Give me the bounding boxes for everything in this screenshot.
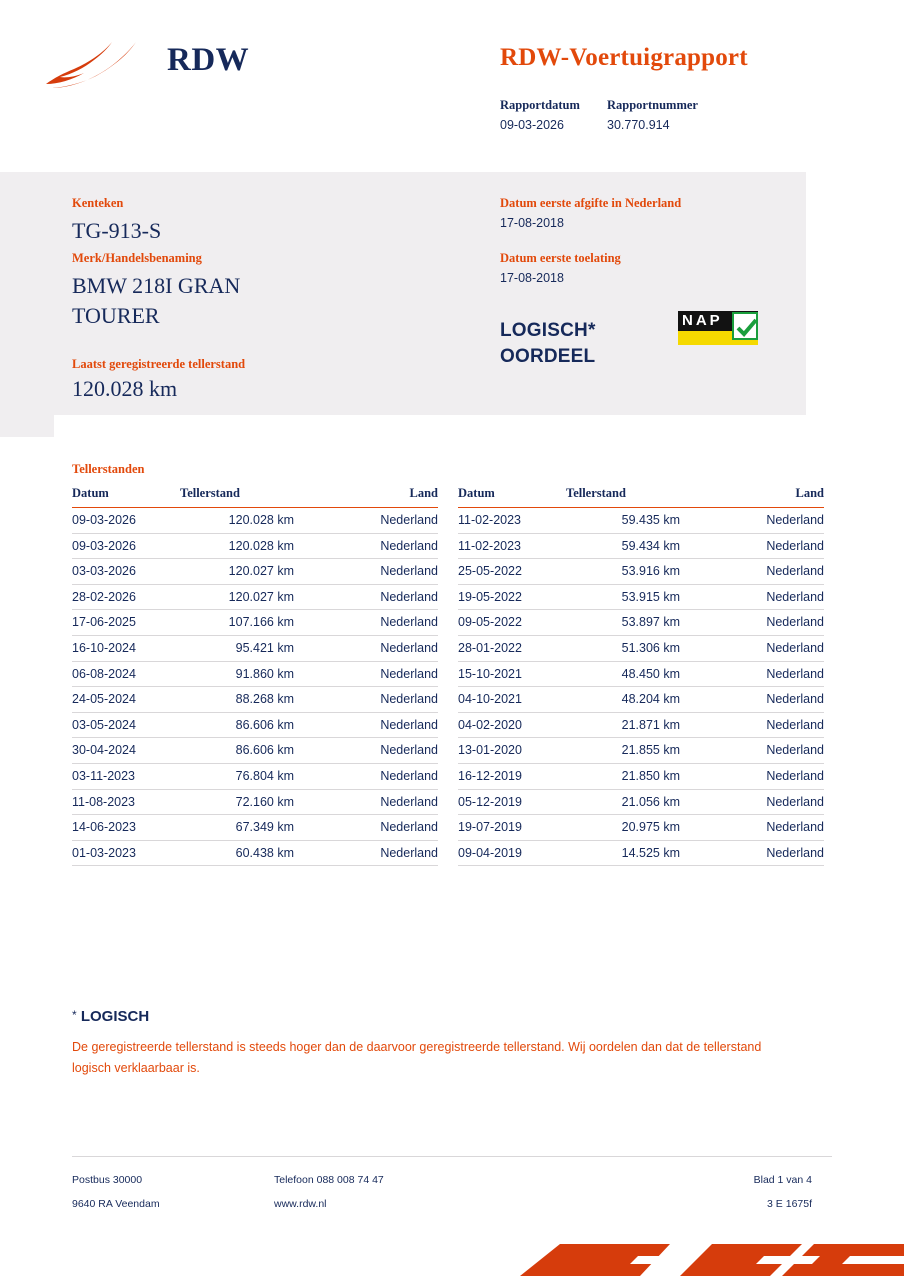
table-row bbox=[72, 738, 438, 764]
report-date-value: 09-03-2026 bbox=[500, 118, 564, 132]
cell-date: 15-10-2021 bbox=[458, 666, 522, 681]
cell-country: Nederland bbox=[766, 743, 824, 758]
table-row bbox=[458, 559, 824, 585]
cell-odometer: 67.349 km bbox=[235, 820, 294, 835]
cell-country: Nederland bbox=[380, 513, 438, 527]
cell-date: 03-05-2024 bbox=[72, 717, 136, 732]
cell-odometer: 120.028 km bbox=[228, 538, 294, 553]
legend-marker: * bbox=[72, 1008, 77, 1022]
cell-odometer: 59.434 km bbox=[621, 538, 680, 553]
table-row bbox=[458, 841, 824, 867]
cell-country: Nederland bbox=[766, 538, 824, 553]
nap-badge-text: NAP bbox=[678, 311, 758, 331]
panel-notch bbox=[0, 415, 54, 437]
legend-text: De geregistreerde tellerstand is steeds hoger dan de daarvoor geregistreerde tellerstand. Wij oordelen dan dat de tellerstand logisch verklaarbaar is. bbox=[72, 1040, 762, 1075]
page-title: RDW-Voertuigrapport bbox=[500, 44, 748, 71]
col-header-odometer: Tellerstand bbox=[180, 486, 240, 500]
table-row bbox=[72, 534, 438, 560]
cell-country: Nederland bbox=[766, 513, 824, 527]
cell-odometer: 60.438 km bbox=[235, 845, 294, 860]
cell-odometer: 72.160 km bbox=[235, 794, 294, 809]
verdict-text bbox=[500, 318, 596, 370]
table-row bbox=[72, 713, 438, 739]
cell-date: 03-03-2026 bbox=[72, 564, 136, 579]
cell-odometer: 76.804 km bbox=[235, 768, 294, 783]
footer-divider bbox=[72, 1156, 832, 1157]
cell-odometer: 95.421 km bbox=[235, 640, 294, 655]
table-row bbox=[72, 687, 438, 713]
rdw-footer-graphic-icon bbox=[520, 1234, 904, 1280]
cell-country: Nederland bbox=[380, 717, 438, 732]
cell-odometer: 120.027 km bbox=[228, 589, 294, 604]
cell-country: Nederland bbox=[380, 845, 438, 860]
table-row bbox=[458, 764, 824, 790]
cell-country: Nederland bbox=[380, 820, 438, 835]
report-number-block bbox=[607, 98, 807, 132]
col-header-date: Datum bbox=[72, 486, 109, 500]
table-row bbox=[458, 585, 824, 611]
cell-odometer: 21.056 km bbox=[621, 794, 680, 809]
col-header-country: Land bbox=[795, 486, 824, 500]
cell-country: Nederland bbox=[380, 794, 438, 809]
cell-country: Nederland bbox=[766, 615, 824, 630]
kenteken-value: TG-913-S bbox=[72, 218, 162, 243]
cell-odometer: 53.916 km bbox=[621, 564, 680, 579]
table-row bbox=[458, 662, 824, 688]
cell-date: 04-02-2020 bbox=[458, 717, 522, 732]
verdict-line-2: OORDEEL bbox=[500, 346, 596, 367]
table-row bbox=[458, 636, 824, 662]
cell-date: 11-02-2023 bbox=[458, 513, 522, 527]
table-row bbox=[72, 636, 438, 662]
table-row bbox=[458, 508, 824, 534]
cell-odometer: 91.860 km bbox=[235, 666, 294, 681]
report-date-block bbox=[500, 98, 605, 132]
table-row bbox=[458, 738, 824, 764]
table-row bbox=[458, 610, 824, 636]
footer-form-code: 3 E 1675f bbox=[767, 1198, 812, 1210]
cell-country: Nederland bbox=[766, 794, 824, 809]
eerste-toelating-label: Datum eerste toelating bbox=[500, 251, 621, 265]
cell-date: 03-11-2023 bbox=[72, 768, 136, 783]
cell-date: 05-12-2019 bbox=[458, 794, 522, 809]
cell-odometer: 59.435 km bbox=[621, 513, 680, 527]
cell-country: Nederland bbox=[766, 768, 824, 783]
table-row bbox=[72, 585, 438, 611]
merk-value: BMW 218I GRAN TOURER bbox=[72, 273, 241, 328]
table-row bbox=[458, 815, 824, 841]
cell-date: 09-04-2019 bbox=[458, 845, 522, 860]
cell-odometer: 53.897 km bbox=[621, 615, 680, 630]
table-row bbox=[458, 687, 824, 713]
legend-title-text: LOGISCH bbox=[80, 1008, 150, 1025]
footer-postbus: Postbus 30000 bbox=[72, 1174, 143, 1186]
cell-odometer: 21.855 km bbox=[621, 743, 680, 758]
cell-odometer: 86.606 km bbox=[235, 717, 294, 732]
cell-country: Nederland bbox=[380, 743, 438, 758]
rdw-logo-text: RDW bbox=[167, 42, 250, 78]
cell-date: 19-05-2022 bbox=[458, 589, 522, 604]
kenteken-label: Kenteken bbox=[72, 196, 124, 210]
table-row bbox=[72, 508, 438, 534]
col-header-odometer: Tellerstand bbox=[566, 486, 626, 500]
footer-city: 9640 RA Veendam bbox=[72, 1198, 160, 1210]
cell-country: Nederland bbox=[380, 666, 438, 681]
cell-date: 09-03-2026 bbox=[72, 513, 136, 527]
cell-odometer: 48.204 km bbox=[621, 692, 680, 707]
table-row bbox=[458, 790, 824, 816]
cell-odometer: 14.525 km bbox=[621, 845, 680, 860]
table-row bbox=[458, 534, 824, 560]
table-row bbox=[72, 790, 438, 816]
legend-title bbox=[72, 1008, 772, 1025]
cell-odometer: 88.268 km bbox=[235, 692, 294, 707]
cell-date: 17-06-2025 bbox=[72, 615, 136, 630]
cell-odometer: 120.027 km bbox=[228, 564, 294, 579]
laatste-tellerstand-label: Laatst geregistreerde tellerstand bbox=[72, 357, 246, 371]
cell-date: 09-03-2026 bbox=[72, 538, 136, 553]
col-header-date: Datum bbox=[458, 486, 495, 500]
cell-date: 25-05-2022 bbox=[458, 564, 522, 579]
cell-date: 14-06-2023 bbox=[72, 820, 136, 835]
cell-odometer: 86.606 km bbox=[235, 743, 294, 758]
table-row bbox=[72, 662, 438, 688]
cell-date: 30-04-2024 bbox=[72, 743, 136, 758]
table-row bbox=[72, 610, 438, 636]
cell-country: Nederland bbox=[766, 564, 824, 579]
cell-odometer: 20.975 km bbox=[621, 820, 680, 835]
cell-country: Nederland bbox=[380, 589, 438, 604]
cell-odometer: 51.306 km bbox=[621, 640, 680, 655]
cell-date: 04-10-2021 bbox=[458, 692, 522, 707]
odometer-table-left bbox=[72, 486, 438, 866]
cell-date: 13-01-2020 bbox=[458, 743, 522, 758]
eerste-afgifte-label: Datum eerste afgifte in Nederland bbox=[500, 196, 682, 210]
nap-badge bbox=[678, 311, 758, 345]
rdw-logo bbox=[44, 36, 304, 98]
table-row bbox=[72, 559, 438, 585]
footer-page-number: Blad 1 van 4 bbox=[753, 1174, 812, 1186]
cell-country: Nederland bbox=[766, 845, 824, 860]
cell-odometer: 21.871 km bbox=[621, 717, 680, 732]
cell-odometer: 107.166 km bbox=[228, 615, 294, 630]
cell-country: Nederland bbox=[380, 692, 438, 707]
cell-date: 11-02-2023 bbox=[458, 538, 522, 553]
cell-odometer: 120.028 km bbox=[228, 513, 294, 527]
cell-date: 11-08-2023 bbox=[72, 794, 136, 809]
cell-country: Nederland bbox=[380, 564, 438, 579]
cell-country: Nederland bbox=[766, 640, 824, 655]
cell-country: Nederland bbox=[766, 820, 824, 835]
verdict-line-1: LOGISCH* bbox=[500, 320, 596, 341]
document-footer bbox=[0, 1156, 904, 1280]
check-icon bbox=[732, 312, 758, 340]
report-number-value: 30.770.914 bbox=[607, 118, 670, 132]
cell-date: 16-12-2019 bbox=[458, 768, 522, 783]
cell-country: Nederland bbox=[766, 589, 824, 604]
cell-country: Nederland bbox=[766, 717, 824, 732]
cell-date: 28-02-2026 bbox=[72, 589, 136, 604]
odometer-section-title: Tellerstanden bbox=[72, 462, 145, 476]
cell-odometer: 53.915 km bbox=[621, 589, 680, 604]
table-row bbox=[72, 841, 438, 867]
report-number-label: Rapportnummer bbox=[607, 98, 698, 112]
table-row bbox=[72, 764, 438, 790]
odometer-table-right bbox=[458, 486, 824, 866]
cell-country: Nederland bbox=[766, 692, 824, 707]
cell-date: 24-05-2024 bbox=[72, 692, 136, 707]
table-header-row bbox=[458, 486, 824, 508]
cell-odometer: 48.450 km bbox=[621, 666, 680, 681]
cell-date: 16-10-2024 bbox=[72, 640, 136, 655]
cell-date: 01-03-2023 bbox=[72, 845, 136, 860]
cell-odometer: 21.850 km bbox=[621, 768, 680, 783]
table-row bbox=[458, 713, 824, 739]
laatste-tellerstand-value: 120.028 km bbox=[72, 376, 178, 401]
eerste-toelating-value: 17-08-2018 bbox=[500, 271, 564, 285]
document-header bbox=[0, 0, 904, 172]
merk-label: Merk/Handelsbenaming bbox=[72, 251, 202, 265]
cell-date: 19-07-2019 bbox=[458, 820, 522, 835]
cell-country: Nederland bbox=[766, 666, 824, 681]
footer-phone: Telefoon 088 008 74 47 bbox=[274, 1174, 384, 1186]
col-header-country: Land bbox=[409, 486, 438, 500]
table-row bbox=[72, 815, 438, 841]
cell-country: Nederland bbox=[380, 640, 438, 655]
footer-website[interactable]: www.rdw.nl bbox=[274, 1198, 327, 1210]
cell-date: 28-01-2022 bbox=[458, 640, 522, 655]
cell-date: 06-08-2024 bbox=[72, 666, 136, 681]
report-date-label: Rapportdatum bbox=[500, 98, 580, 112]
cell-date: 09-05-2022 bbox=[458, 615, 522, 630]
cell-country: Nederland bbox=[380, 615, 438, 630]
cell-country: Nederland bbox=[380, 538, 438, 553]
table-header-row bbox=[72, 486, 438, 508]
eerste-afgifte-value: 17-08-2018 bbox=[500, 216, 564, 230]
cell-country: Nederland bbox=[380, 768, 438, 783]
rdw-logo-icon bbox=[44, 40, 154, 92]
legend-section bbox=[72, 1008, 772, 1079]
